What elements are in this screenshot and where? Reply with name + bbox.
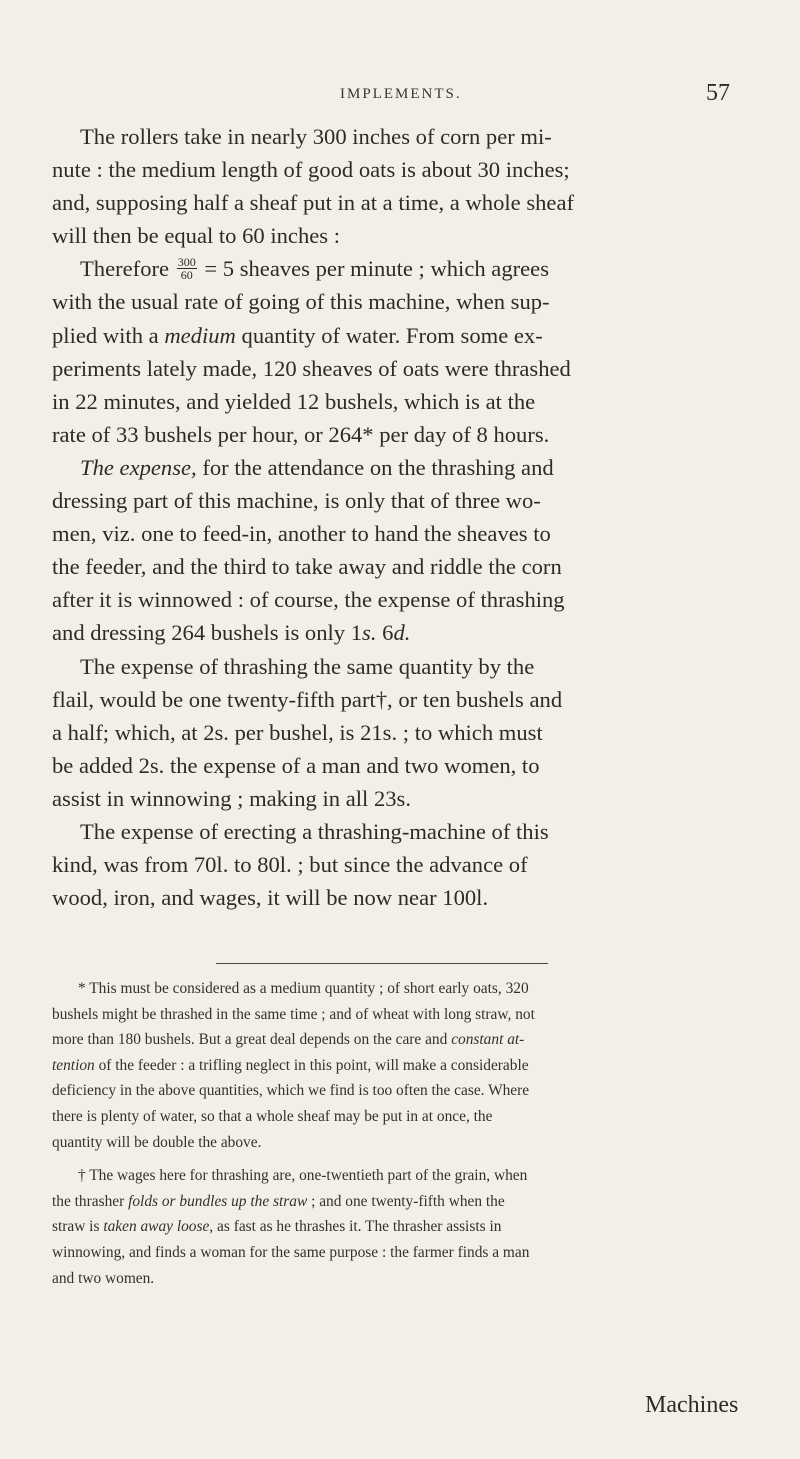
- footnote-line: straw is taken away loose, as fast as he thrashes it. The thrasher assists in: [52, 1218, 502, 1236]
- footnote-line: winnowing, and finds a woman for the same purpose : the farmer finds a man: [52, 1243, 530, 1261]
- text-line: plied with a medium quantity of water. From some ex-: [52, 322, 543, 348]
- text-line: be added 2s. the expense of a man and two women, to: [52, 752, 540, 778]
- footnotes: [52, 976, 762, 1291]
- footnote-line: † The wages here for thrashing are, one-twentieth part of the grain, when: [78, 1167, 528, 1185]
- text-line: The rollers take in nearly 300 inches of corn per mi-: [80, 124, 552, 149]
- catchword: Machines: [645, 1392, 739, 1418]
- footnote-line: bushels might be thrashed in the same time ; and of wheat with long straw, not: [52, 1005, 535, 1023]
- text-line: with the usual rate of going of this machine, when sup-: [52, 289, 550, 315]
- text-line: periments lately made, 120 sheaves of oats were thrashed: [52, 355, 571, 381]
- fraction: $\frac{300}{60}$: [177, 254, 196, 282]
- text-line: dressing part of this machine, is only that of three wo-: [52, 488, 541, 514]
- text-line: rate of 33 bushels per hour, or 264* per day of 8 hours.: [52, 421, 550, 447]
- text-line: after it is winnowed : of course, the expense of thrashing: [52, 587, 565, 613]
- running-head: [0, 80, 800, 112]
- footnote-line: tention of the feeder : a trifling neglect in this point, will make a considerable: [52, 1056, 529, 1074]
- text-line: The expense of thrashing the same quantity by the: [80, 653, 535, 679]
- text-line: The expense, for the attendance on the thrashing and: [80, 454, 554, 480]
- footnote-line: there is plenty of water, so that a whole sheaf may be put in at once, the: [52, 1107, 493, 1125]
- text-line: nute : the medium length of good oats is about 30 inches;: [52, 157, 570, 183]
- running-title: IMPLEMENTS.: [340, 86, 462, 102]
- text-line: and, supposing half a sheaf put in at a time, a whole sheaf: [52, 190, 575, 216]
- footnote-divider: [216, 963, 548, 964]
- text-line: flail, would be one twenty-fifth part†, or ten bushels and: [52, 686, 563, 712]
- text-line: kind, was from 70l. to 80l. ; but since the advance of: [52, 852, 528, 878]
- main-text: [52, 120, 758, 914]
- text-line: Therefore $\frac{300}{60}$ = 5 sheaves per minute ; which agrees: [80, 254, 550, 282]
- footnote-line: deficiency in the above quantities, which we find is too often the case. Where: [52, 1082, 530, 1100]
- text-line: and dressing 264 bushels is only 1s. 6d.: [52, 620, 411, 646]
- text-line: The expense of erecting a thrashing-machine of this: [80, 818, 549, 844]
- footnote-line: * This must be considered as a medium quantity ; of short early oats, 320: [78, 980, 529, 997]
- footnote-line: more than 180 bushels. But a great deal depends on the care and constant at-: [52, 1031, 525, 1049]
- footnote-line: and two women.: [52, 1269, 155, 1287]
- page-number: 57: [706, 80, 730, 106]
- footnote-line: quantity will be double the above.: [52, 1133, 262, 1151]
- text-line: will then be equal to 60 inches :: [52, 223, 341, 249]
- text-line: wood, iron, and wages, it will be now near 100l.: [52, 885, 489, 911]
- text-line: assist in winnowing ; making in all 23s.: [52, 785, 411, 811]
- text-line: the feeder, and the third to take away and riddle the corn: [52, 554, 562, 580]
- text-line: in 22 minutes, and yielded 12 bushels, which is at the: [52, 388, 536, 414]
- text-line: a half; which, at 2s. per bushel, is 21s. ; to which must: [52, 719, 543, 745]
- text-line: men, viz. one to feed-in, another to hand the sheaves to: [52, 521, 551, 547]
- footnote-line: the thrasher folds or bundles up the straw ; and one twenty-fifth when the: [52, 1192, 505, 1210]
